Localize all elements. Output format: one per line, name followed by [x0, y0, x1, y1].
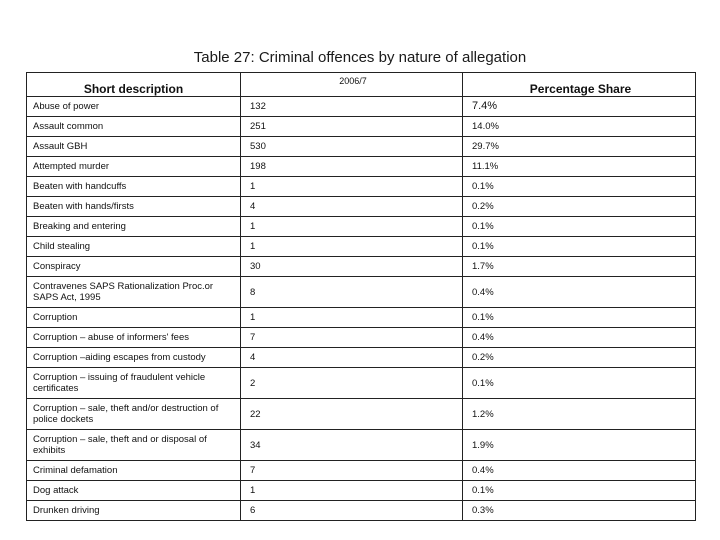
- cell-count: 4: [241, 348, 463, 368]
- cell-count: 1: [241, 177, 463, 197]
- cell-percentage: 0.1%: [463, 177, 696, 197]
- cell-percentage: 7.4%: [463, 97, 696, 117]
- cell-percentage: 0.3%: [463, 501, 696, 521]
- cell-description: Contravenes SAPS Rationalization Proc.or SAPS Act, 1995: [27, 277, 241, 308]
- table-row: [27, 237, 696, 257]
- table-row: [27, 368, 696, 399]
- offences-table: [26, 72, 696, 521]
- table-row: [27, 157, 696, 177]
- table-row: [27, 328, 696, 348]
- table-row: [27, 97, 696, 117]
- header-row: [27, 73, 696, 97]
- header-short-description: Short description: [27, 73, 241, 97]
- table-title: Table 27: Criminal offences by nature of allegation: [193, 49, 527, 66]
- cell-percentage: 0.2%: [463, 197, 696, 217]
- cell-description: Attempted murder: [27, 157, 241, 177]
- cell-description: Corruption – issuing of fraudulent vehicle certificates: [27, 368, 241, 399]
- cell-percentage: 14.0%: [463, 117, 696, 137]
- cell-count: 2: [241, 368, 463, 399]
- cell-count: 34: [241, 430, 463, 461]
- table-row: [27, 137, 696, 157]
- cell-count: 530: [241, 137, 463, 157]
- cell-percentage: 0.1%: [463, 481, 696, 501]
- cell-description: Abuse of power: [27, 97, 241, 117]
- cell-percentage: 0.1%: [463, 217, 696, 237]
- cell-description: Corruption: [27, 308, 241, 328]
- table-row: [27, 197, 696, 217]
- cell-percentage: 29.7%: [463, 137, 696, 157]
- cell-percentage: 0.4%: [463, 328, 696, 348]
- cell-count: 1: [241, 237, 463, 257]
- table-row: [27, 177, 696, 197]
- cell-count: 7: [241, 328, 463, 348]
- cell-count: 198: [241, 157, 463, 177]
- cell-percentage: 1.2%: [463, 399, 696, 430]
- cell-description: Assault common: [27, 117, 241, 137]
- cell-description: Criminal defamation: [27, 461, 241, 481]
- cell-percentage: 0.4%: [463, 461, 696, 481]
- cell-count: 7: [241, 461, 463, 481]
- header-percentage-share: Percentage Share: [463, 73, 696, 97]
- cell-description: Beaten with hands/firsts: [27, 197, 241, 217]
- table-row: [27, 481, 696, 501]
- cell-description: Conspiracy: [27, 257, 241, 277]
- cell-count: 22: [241, 399, 463, 430]
- cell-percentage: 0.1%: [463, 308, 696, 328]
- cell-count: 1: [241, 308, 463, 328]
- cell-count: 132: [241, 97, 463, 117]
- cell-count: 1: [241, 481, 463, 501]
- cell-count: 6: [241, 501, 463, 521]
- table-row: [27, 217, 696, 237]
- cell-description: Drunken driving: [27, 501, 241, 521]
- table-row: [27, 399, 696, 430]
- cell-count: 4: [241, 197, 463, 217]
- cell-count: 1: [241, 217, 463, 237]
- table-row: [27, 308, 696, 328]
- cell-percentage: 0.4%: [463, 277, 696, 308]
- cell-description: Assault GBH: [27, 137, 241, 157]
- cell-count: 251: [241, 117, 463, 137]
- cell-percentage: 1.9%: [463, 430, 696, 461]
- cell-description: Corruption – abuse of informers' fees: [27, 328, 241, 348]
- table-row: [27, 348, 696, 368]
- table-row: [27, 430, 696, 461]
- cell-count: 30: [241, 257, 463, 277]
- cell-description: Corruption – sale, theft and/or destruction of police dockets: [27, 399, 241, 430]
- cell-description: Breaking and entering: [27, 217, 241, 237]
- table-row: [27, 501, 696, 521]
- cell-percentage: 0.1%: [463, 368, 696, 399]
- cell-description: Corruption –aiding escapes from custody: [27, 348, 241, 368]
- cell-description: Corruption – sale, theft and or disposal of exhibits: [27, 430, 241, 461]
- cell-percentage: 11.1%: [463, 157, 696, 177]
- table-row: [27, 277, 696, 308]
- header-year: 2006/7: [241, 73, 463, 97]
- cell-count: 8: [241, 277, 463, 308]
- cell-description: Child stealing: [27, 237, 241, 257]
- cell-description: Dog attack: [27, 481, 241, 501]
- cell-percentage: 0.1%: [463, 237, 696, 257]
- cell-percentage: 0.2%: [463, 348, 696, 368]
- cell-description: Beaten with handcuffs: [27, 177, 241, 197]
- table-row: [27, 257, 696, 277]
- table-row: [27, 461, 696, 481]
- cell-percentage: 1.7%: [463, 257, 696, 277]
- table-row: [27, 117, 696, 137]
